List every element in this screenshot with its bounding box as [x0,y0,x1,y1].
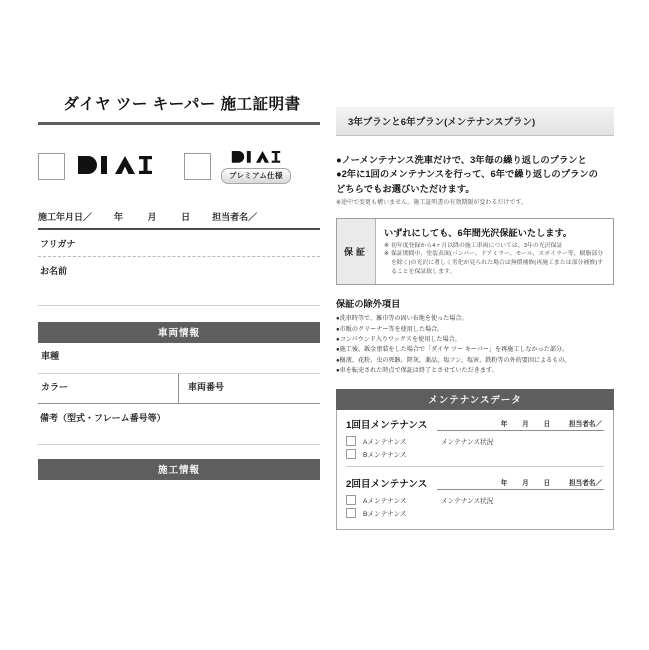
maintenance-2-options [346,495,604,518]
warranty-note-2 [384,250,606,277]
remarks-label: 備考（型式・フレーム番号等） [40,412,166,423]
plan-line-3: どちらでもお選びいただけます。 [336,183,475,194]
maintenance-1-option-a-row [346,436,604,446]
warranty-note-mark: ※ [384,242,389,249]
install-date-field [38,210,320,223]
warranty-body [376,219,613,284]
warranty-note-2-text: 保証期間中、塗装表面(バンパー、ドアミラー、モール、スポイラー等、樹脂部分を除く)の光沢に著しく劣化が見られた場合は無償補修(再施工または部分補修)することを保証致します。 [390,251,604,276]
maintenance-box [336,410,614,530]
vehicle-info-section-header: 車両情報 [38,322,320,343]
maintenance-1-options [346,436,604,459]
maintenance-1-date-field[interactable] [437,418,604,431]
list-item: ●洗車時等で、雑巾等の固い布地を使った場合。 [336,315,468,323]
plan-note: ※途中で変更も構いません。施工証明書の有効期限が変わるだけです。 [336,200,527,207]
furigana-label: フリガナ [40,238,76,249]
maintenance-1-option-b-label: Bメンテナンス [363,451,407,459]
maintenance-1-staff-label: 担当者名／ [569,420,602,428]
checkbox-maintenance-1-a[interactable] [346,436,356,446]
checkbox-maintenance-2-b[interactable] [346,508,356,518]
month-label: 月 [147,212,157,222]
right-column [336,107,614,530]
dia2-premium-logo-icon [226,149,286,166]
maintenance-2-option-b-label: Bメンテナンス [363,510,407,518]
maintenance-2-header [346,476,604,490]
maintenance-data-section [336,389,614,530]
vehicle-color-label: カラー [38,374,179,403]
plan-description [336,153,614,208]
checkbox-maintenance-2-a[interactable] [346,495,356,505]
exclusions-title: 保証の除外項目 [336,299,401,310]
maintenance-block-1 [346,417,604,459]
vehicle-color-number-row [38,374,320,404]
maintenance-1-day: 日 [543,420,551,428]
maintenance-2-day: 日 [543,479,551,487]
checkbox-maintenance-1-b[interactable] [346,449,356,459]
maintenance-2-title: 2回目メンテナンス [346,478,428,490]
list-item: ●樹液、花粉、虫の死骸、降灰、薬品、塩フン、塩害、鉄粉等の外的要因によるもの。 [336,356,571,364]
logo-dia2-standard [76,153,154,179]
maintenance-1-status-label: メンテナンス状況 [441,438,494,446]
warranty-note-mark-2: ※ [384,251,389,258]
maintenance-2-option-a-label: Aメンテナンス [363,497,407,505]
maintenance-1-title: 1回目メンテナンス [346,419,428,431]
maintenance-1-option-a-label: Aメンテナンス [363,438,407,446]
premium-badge: プレミアム仕様 [221,168,291,184]
plan-section-banner: 3年プランと6年プラン(メンテナンスプラン) [336,107,614,136]
maintenance-block-2 [346,466,604,518]
plan-line-1: ●ノーメンテナンス洗車だけで、3年毎の繰り返しのプランと [336,155,587,165]
plan-line-2: ●2年に1回のメンテナンスを行って、6年で繰り返しのプランの [336,169,598,180]
maintenance-2-option-a-row [346,495,604,505]
warranty-box [336,218,614,285]
install-date-ymd [114,210,212,223]
maintenance-1-option-b-row [346,449,604,459]
dia2-logo-icon [76,153,154,179]
warranty-note-1 [384,242,606,251]
year-label: 年 [114,212,124,222]
maintenance-section-header: メンテナンスデータ [336,389,614,410]
checkbox-dia2-premium[interactable] [184,153,211,180]
day-label: 日 [181,212,191,222]
vehicle-number-label: 車両番号 [188,381,225,392]
product-selection-row [38,146,320,186]
maintenance-2-month: 月 [522,479,529,487]
list-item: ●施工後、鈑金塗装をした場合で「ダイヤ ツー キーパー」を再施工しなかった部分。 [336,346,569,354]
list-item: ●市販のクリーナー等を使用した場合。 [336,325,444,333]
warranty-headline: いずれにしても、6年間光沢保証いたします。 [384,227,573,238]
work-info-section-header: 施工情報 [38,459,320,480]
maintenance-1-header [346,417,604,431]
title-divider [38,122,320,125]
staff-name-label: 担当者名／ [212,212,258,222]
logo-dia2-premium [221,149,291,184]
list-item: ●コンパウンド入りワックスを使用した場合。 [336,335,461,343]
maintenance-1-year: 年 [500,420,508,428]
maintenance-2-year: 年 [500,479,508,487]
page-title: ダイヤ ツー キーパー 施工証明書 [63,96,301,113]
exclusions-list [336,314,614,377]
vehicle-model-label: 車種 [41,350,60,361]
install-date-label: 施工年月日／ [38,212,93,222]
list-item: ●車を転売された時点で保証は終了とさせていただきます。 [336,367,498,375]
maintenance-2-staff-label: 担当者名／ [569,479,602,487]
warranty-label: 保証 [337,219,376,284]
maintenance-2-option-b-row [346,508,604,518]
maintenance-1-month: 月 [522,420,529,428]
warranty-note-1-text: 初年度登録から4ヶ月以降の施工車両については、3年の光沢保証 [390,242,563,249]
maintenance-2-status-label: メンテナンス状況 [441,497,494,505]
left-column [38,92,320,480]
maintenance-2-date-field[interactable] [437,477,604,490]
customer-name-label: お名前 [40,265,68,276]
checkbox-dia2-standard[interactable] [38,153,65,180]
